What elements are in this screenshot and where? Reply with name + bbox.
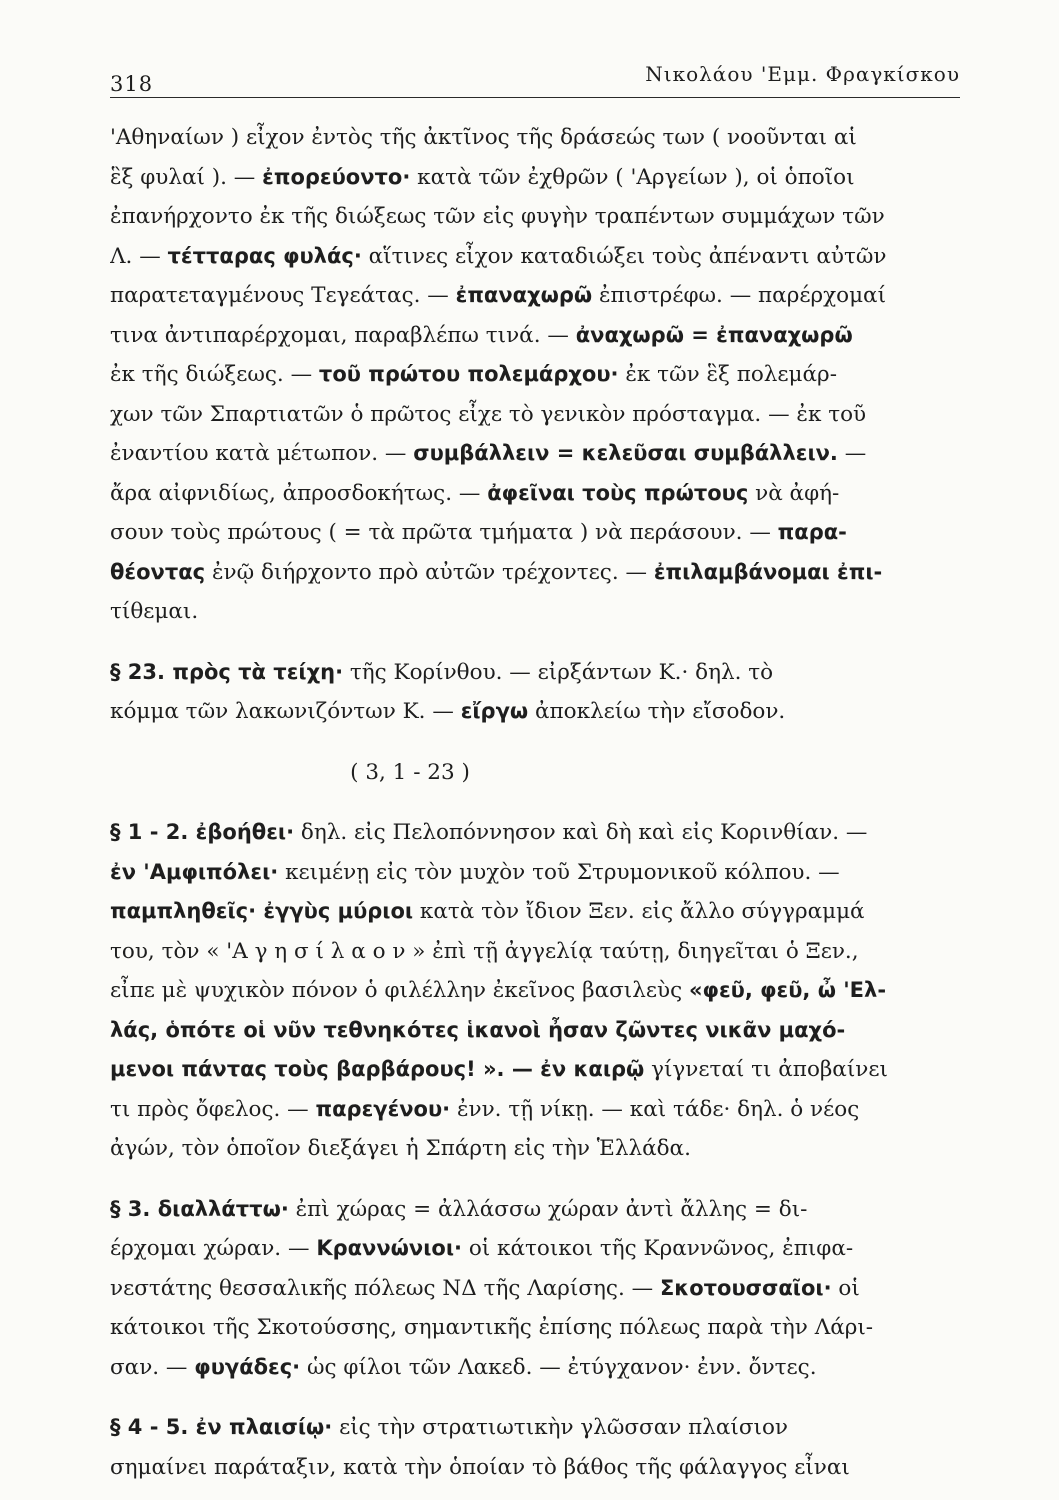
- text-line: ἓξ φυλαί ). — ἐπορεύοντο· κατὰ τῶν ἐχθρῶν ( 'Αργείων ), οἱ ὁποῖοι: [110, 164, 855, 190]
- text-line: χων τῶν Σπαρτιατῶν ὁ πρῶτος εἶχε τὸ γενικὸν πρόσταγμα. — ἐκ τοῦ: [110, 401, 867, 427]
- text-line: ἀγών, τὸν ὁποῖον διεξάγει ἡ Σπάρτη εἰς τὴν Ἑλλάδα.: [110, 1136, 691, 1161]
- text-line: μενοι πάντας τοὺς βαρβάρους! ». — ἐν καιρῷ γίγνεταί τι ἀποβαίνει: [110, 1057, 888, 1082]
- text-line: του, τὸν « 'Α γ η σ ί λ α ο ν » ἐπὶ τῇ ἀγγελίᾳ ταύτῃ, διηγεῖται ὁ Ξεν.,: [110, 938, 859, 964]
- text-line: σημαίνει παράταξιν, κατὰ τὴν ὁποίαν τὸ βάθος τῆς φάλαγγος εἶναι: [110, 1454, 850, 1480]
- text-line: τι πρὸς ὄφελος. — παρεγένου· ἐνν. τῇ νίκῃ. — καὶ τάδε· δηλ. ὁ νέος: [110, 1096, 860, 1122]
- text-line: εἶπε μὲ ψυχικὸν πόνον ὁ φιλέλλην ἐκεῖνος βασιλεὺς «φεῦ, φεῦ, ὦ 'Ελ-: [110, 978, 887, 1003]
- text-line: θέοντας ἐνῷ διήρχοντο πρὸ αὐτῶν τρέχοντες. — ἐπιλαμβάνομαι ἐπι-: [110, 559, 883, 585]
- section-4-5-line: § 4 - 5. ἐν πλαισίῳ· εἰς τὴν στρατιωτικὴν γλῶσσαν πλαίσιον: [110, 1415, 788, 1440]
- text-line: ἐναντίου κατὰ μέτωπον. — συμβάλλειν = κελεῦσαι συμβάλλειν. —: [110, 441, 867, 466]
- page-header: [110, 60, 960, 100]
- text-line: παρατεταγμένους Τεγεάτας. — ἐπαναχωρῶ ἐπιστρέφω. — παρέρχομαί: [110, 283, 887, 308]
- text-line: Λ. — τέτταρας φυλάς· αἵτινες εἶχον καταδιώξει τοὺς ἀπέναντι αὐτῶν: [110, 243, 887, 269]
- text-line: ἐπανήρχοντο ἐκ τῆς διώξεως τῶν εἰς φυγὴν τραπέντων συμμάχων τῶν: [110, 204, 885, 229]
- text-line: ἐκ τῆς διώξεως. — τοῦ πρώτου πολεμάρχου· ἐκ τῶν ἓξ πολεμάρ-: [110, 362, 837, 387]
- page-number: 318: [110, 72, 154, 96]
- text-line: κόμμα τῶν λακωνιζόντων Κ. — εἴργω ἀποκλείω τὴν εἴσοδον.: [110, 699, 786, 724]
- text-line: τίθεμαι.: [110, 599, 199, 624]
- commentary-text: [110, 118, 970, 1487]
- text-line: 'Αθηναίων ) εἶχον ἐντὸς τῆς ἀκτῖνος τῆς δράσεώς των ( νοοῦνται αἱ: [110, 125, 857, 150]
- text-line: ἄρα αἰφνιδίως, ἀπροσδοκήτως. — ἀφεῖναι τοὺς πρώτους νὰ ἀφή-: [110, 480, 840, 506]
- text-line: σαν. — φυγάδες· ὡς φίλοι τῶν Λακεδ. — ἐτύγχανον· ἐνν. ὄντες.: [110, 1354, 817, 1380]
- chapter-heading: ( 3, 1 - 23 ): [350, 759, 470, 785]
- header-rule: [110, 97, 960, 98]
- section-3-line: § 3. διαλλάττω· ἐπὶ χώρας = ἀλλάσσω χώραν ἀντὶ ἄλλης = δι-: [110, 1196, 808, 1222]
- text-line: παμπληθεῖς· ἐγγὺς μύριοι κατὰ τὸν ἴδιον Ξεν. εἰς ἄλλο σύγγραμμά: [110, 899, 865, 924]
- text-line: λάς, ὁπότε οἱ νῦν τεθνηκότες ἱκανοὶ ἦσαν ζῶντες νικᾶν μαχό-: [110, 1017, 846, 1042]
- text-line: έρχομαι χώραν. — Κραννώνιοι· οἱ κάτοικοι τῆς Κραννῶνος, ἐπιφα-: [110, 1236, 854, 1261]
- section-23-line: § 23. πρὸς τὰ τείχη· τῆς Κορίνθου. — εἰρξάντων Κ.· δηλ. τὸ: [110, 659, 774, 685]
- text-line: ἐν 'Αμφιπόλει· κειμένῃ εἰς τὸν μυχὸν τοῦ Στρυμονικοῦ κόλπου. —: [110, 859, 840, 885]
- text-line: κάτοικοι τῆς Σκοτούσσης, σημαντικῆς ἐπίσης πόλεως παρὰ τὴν Λάρι-: [110, 1315, 874, 1340]
- text-line: νεστάτης θεσσαλικῆς πόλεως ΝΔ τῆς Λαρίσης. — Σκοτουσσαῖοι· οἱ: [110, 1275, 860, 1301]
- running-title: Νικολάου 'Εμμ. Φραγκίσκου: [645, 62, 960, 86]
- text-line: σουν τοὺς πρώτους ( = τὰ πρῶτα τμήματα ) νὰ περάσουν. — παρα-: [110, 520, 847, 545]
- section-1-2-line: § 1 - 2. ἐβοήθει· δηλ. εἰς Πελοπόννησον καὶ δὴ καὶ εἰς Κορινθίαν. —: [110, 820, 868, 845]
- text-line: τινα ἀντιπαρέρχομαι, παραβλέπω τινά. — ἀναχωρῶ = ἐπαναχωρῶ: [110, 322, 853, 348]
